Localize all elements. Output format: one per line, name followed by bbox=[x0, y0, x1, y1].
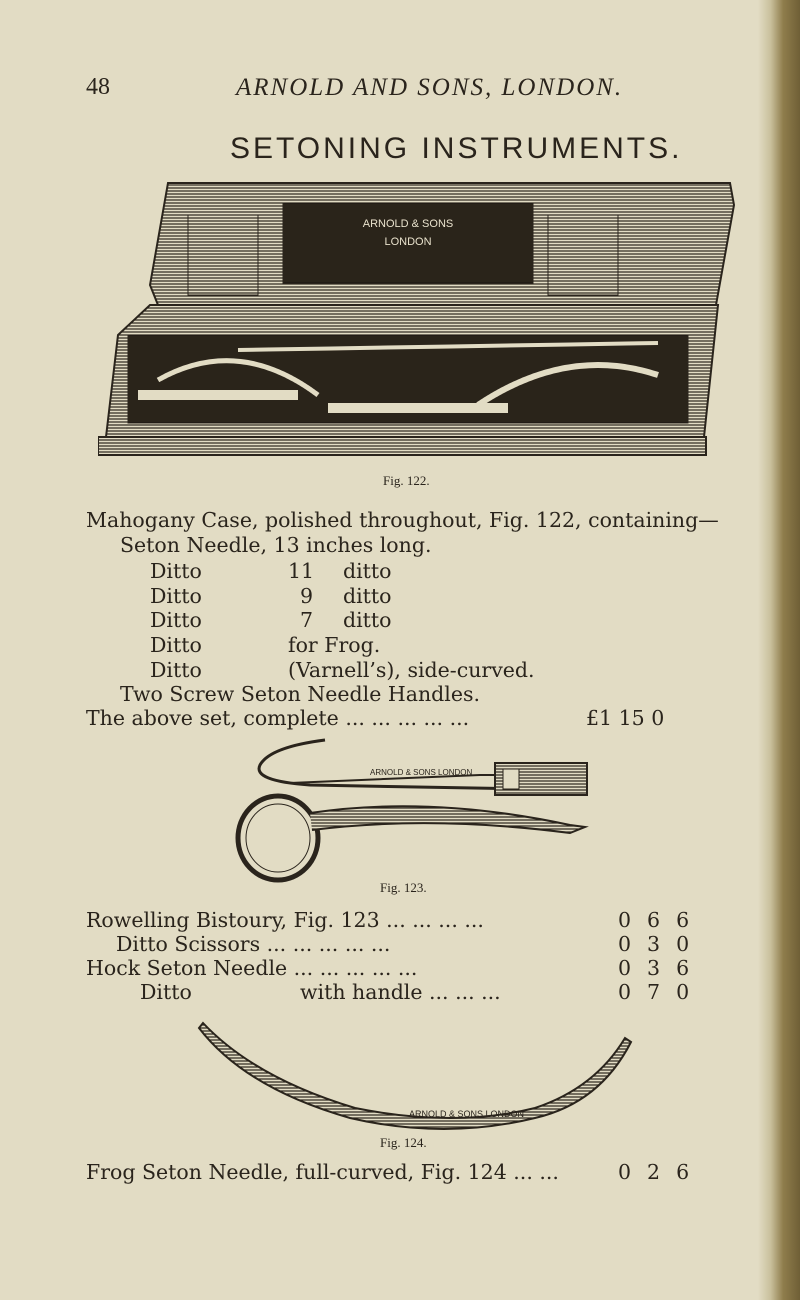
case-lid-text-2: LONDON bbox=[384, 236, 432, 248]
fig-122-caption: Fig. 122. bbox=[383, 473, 430, 488]
price-pounds: 0 bbox=[618, 956, 632, 980]
case-item-label: Ditto bbox=[150, 584, 202, 608]
price-item-amount bbox=[618, 908, 689, 932]
price-item-amount bbox=[618, 980, 689, 1004]
price-pence: 6 bbox=[676, 956, 690, 980]
case-item-size: 9 bbox=[300, 584, 314, 608]
price-item-amount bbox=[618, 956, 689, 980]
case-item-desc: ditto bbox=[343, 608, 392, 632]
case-item-label: Ditto bbox=[150, 559, 202, 583]
case-item-desc: ditto bbox=[343, 584, 392, 608]
case-item-size: 11 bbox=[288, 559, 315, 583]
price-item-desc: Hock Seton Needle ... ... ... ... ... bbox=[86, 956, 418, 980]
running-title: ARNOLD AND SONS, LONDON. bbox=[236, 74, 624, 101]
fig-123-caption: Fig. 123. bbox=[380, 880, 427, 895]
case-total-label: The above set, complete ... ... ... ... ... bbox=[86, 706, 470, 730]
frog-needle-amount bbox=[618, 1160, 689, 1184]
price-shillings: 6 bbox=[647, 908, 661, 932]
case-handles: Two Screw Seton Needle Handles. bbox=[120, 682, 481, 706]
page-number: 48 bbox=[86, 74, 110, 100]
fig-124-needle-illustration bbox=[195, 1018, 635, 1133]
price-pence: 0 bbox=[676, 932, 690, 956]
price-pence: 0 bbox=[676, 980, 690, 1004]
price-item-desc: with handle ... ... ... bbox=[300, 980, 501, 1004]
price-shillings: 7 bbox=[647, 980, 661, 1004]
case-item-label: Ditto bbox=[150, 608, 202, 632]
case-total-price: £1 15 0 bbox=[586, 706, 665, 730]
case-varnell-desc: (Varnell’s), side-curved. bbox=[288, 658, 535, 682]
price-shillings: 3 bbox=[647, 932, 661, 956]
case-intro: Mahogany Case, polished throughout, Fig. 122, containing— bbox=[86, 508, 719, 532]
price-shillings: 3 bbox=[647, 956, 661, 980]
price-shillings: 2 bbox=[647, 1160, 661, 1184]
price-item-amount bbox=[618, 932, 689, 956]
case-frog-label: Ditto bbox=[150, 633, 202, 657]
section-title: SETONING INSTRUMENTS. bbox=[230, 132, 683, 165]
case-item-size: 7 bbox=[300, 608, 314, 632]
case-lid-text-1: ARNOLD & SONS bbox=[362, 218, 454, 230]
fig-123-bistoury-illustration bbox=[230, 735, 600, 890]
price-pence: 6 bbox=[676, 1160, 690, 1184]
case-varnell-label: Ditto bbox=[150, 658, 202, 682]
case-item-desc: ditto bbox=[343, 559, 392, 583]
price-pounds: 0 bbox=[618, 908, 632, 932]
fig-124-engraving: ARNOLD & SONS LONDON bbox=[409, 1109, 525, 1119]
page-edge bbox=[758, 0, 800, 1300]
price-item-label: Ditto bbox=[140, 980, 192, 1004]
fig-122-case-illustration bbox=[98, 175, 738, 470]
fig-123-engraving: ARNOLD & SONS LONDON bbox=[370, 768, 473, 777]
frog-needle-desc: Frog Seton Needle, full-curved, Fig. 124 ... ... bbox=[86, 1160, 559, 1184]
price-pounds: 0 bbox=[618, 1160, 632, 1184]
fig-124-caption: Fig. 124. bbox=[380, 1135, 427, 1150]
case-line-seton-13: Seton Needle, 13 inches long. bbox=[120, 533, 432, 557]
price-item-desc: Rowelling Bistoury, Fig. 123 ... ... ... ... bbox=[86, 908, 484, 932]
price-pence: 6 bbox=[676, 908, 690, 932]
price-item-desc: Ditto Scissors ... ... ... ... ... bbox=[116, 932, 391, 956]
price-pounds: 0 bbox=[618, 980, 632, 1004]
price-pounds: 0 bbox=[618, 932, 632, 956]
case-frog-desc: for Frog. bbox=[288, 633, 381, 657]
